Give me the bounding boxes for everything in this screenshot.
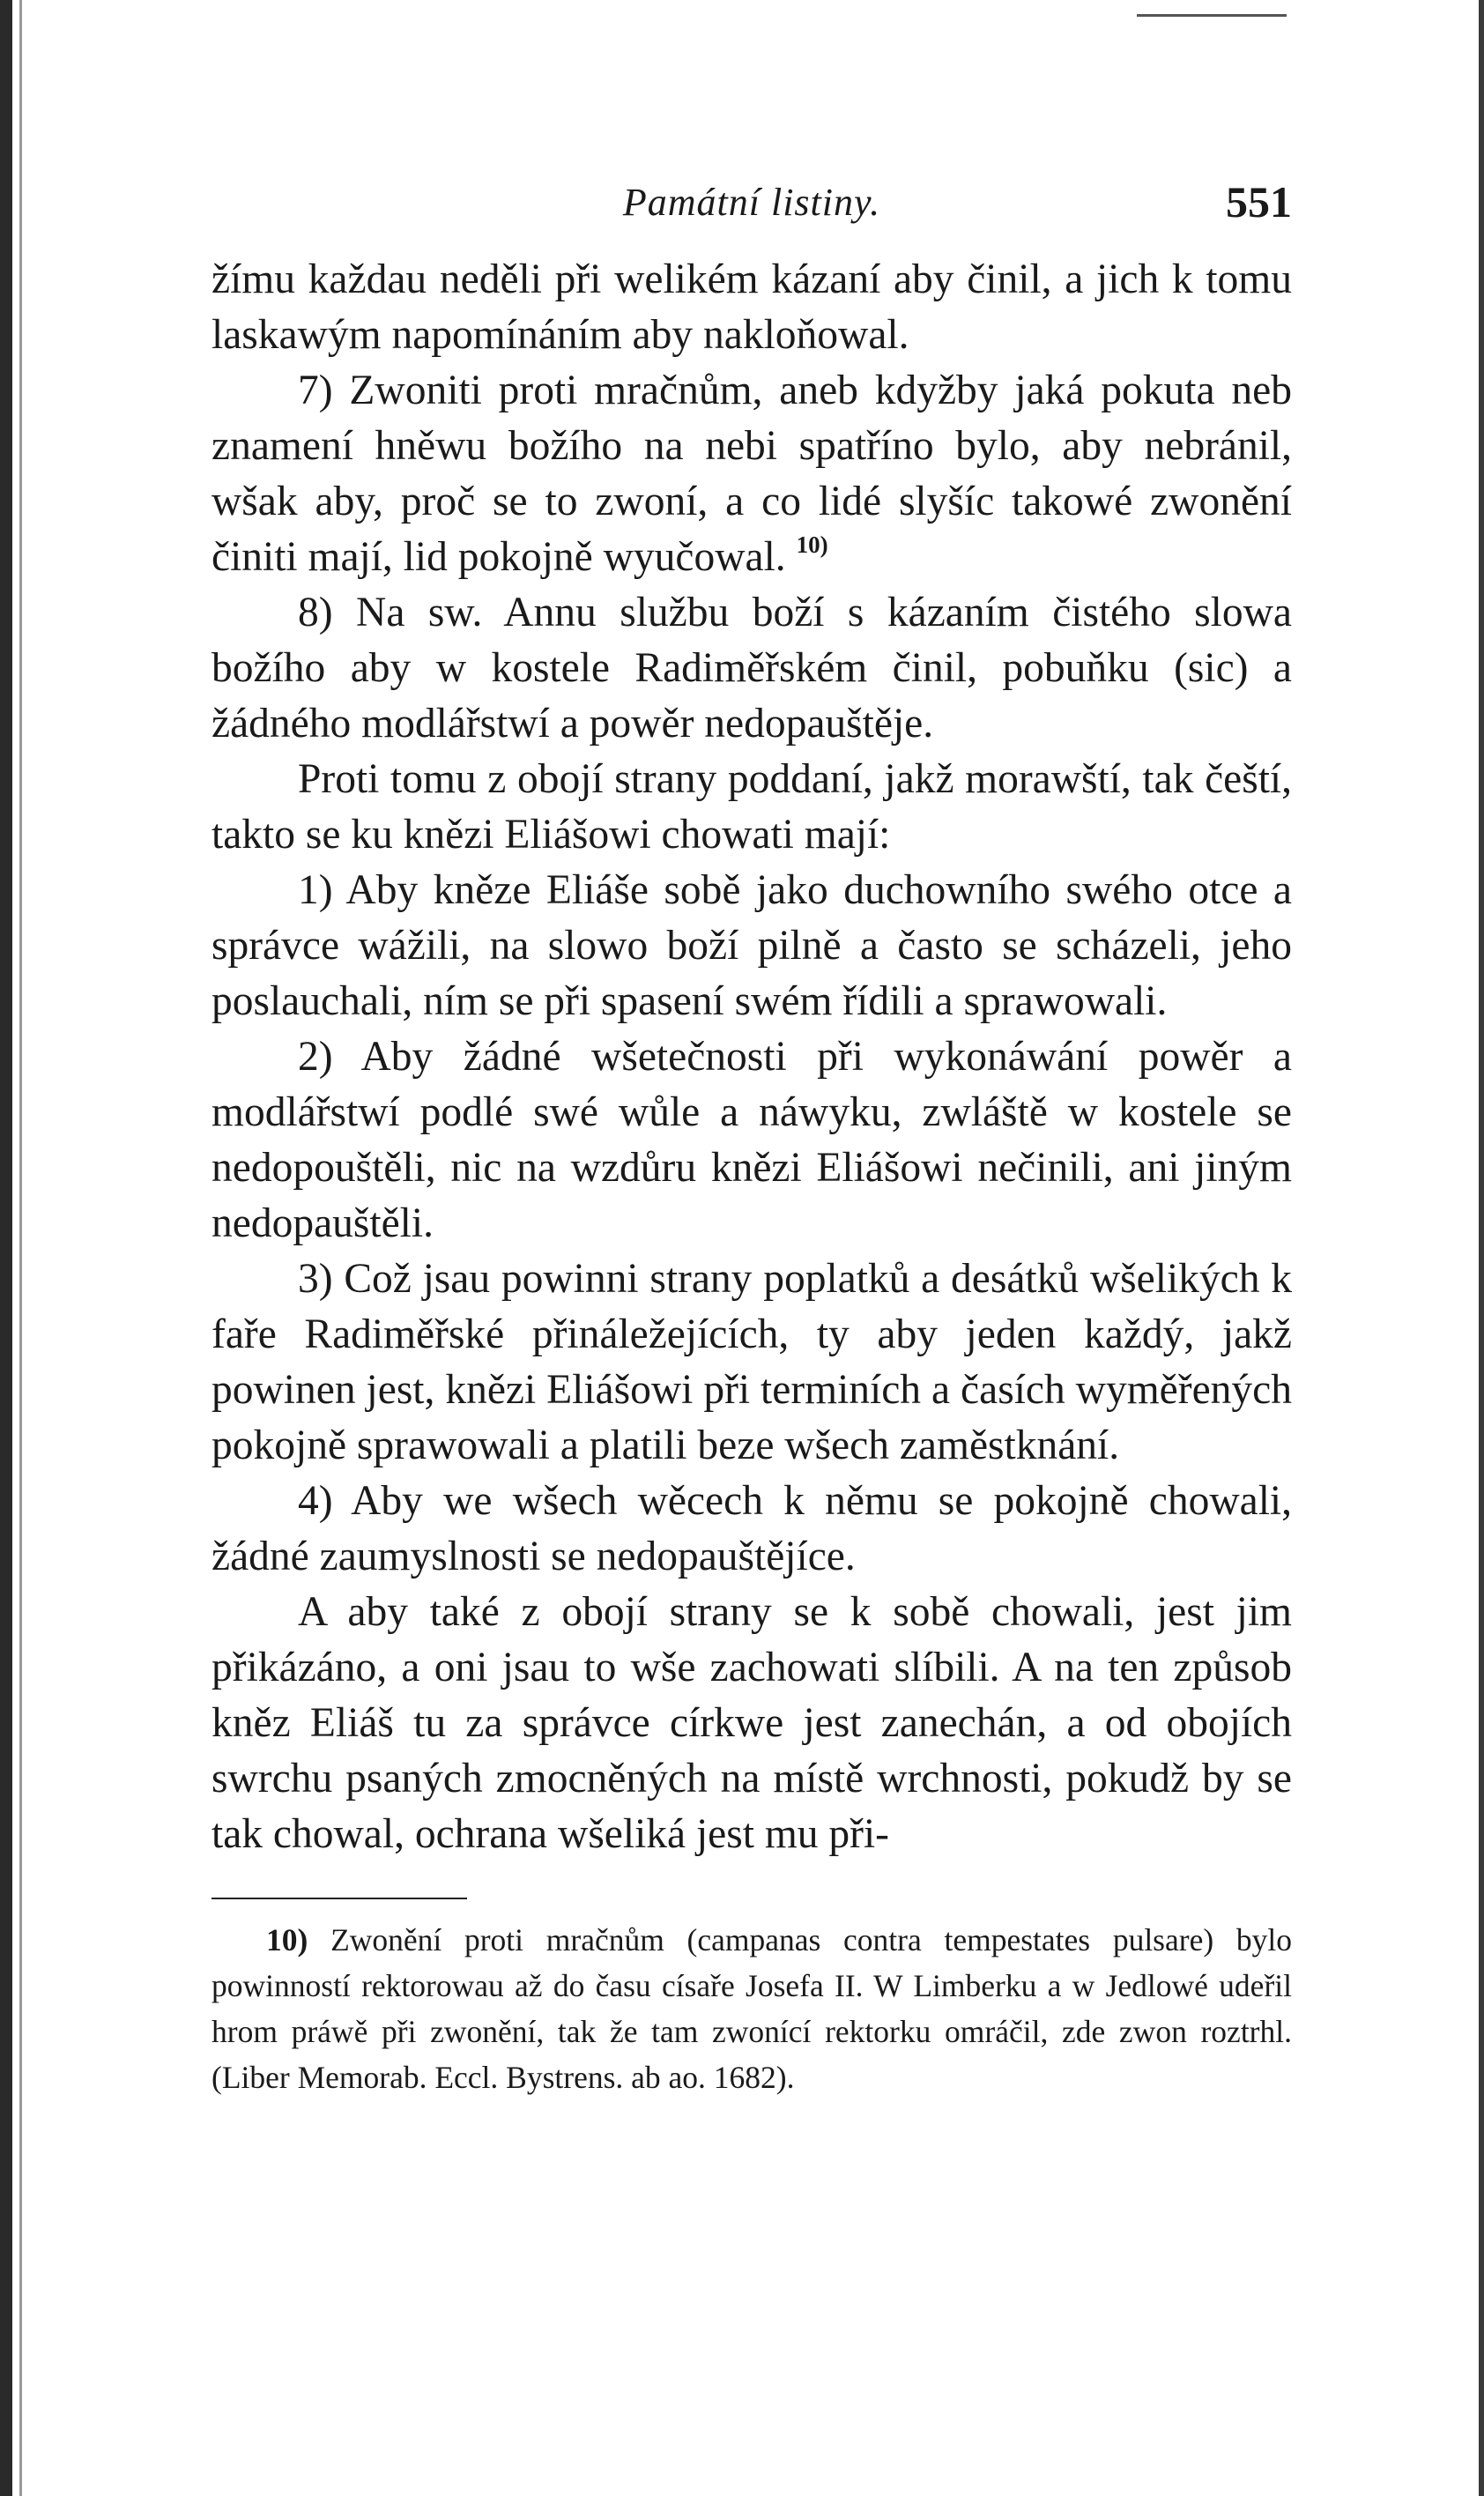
paragraph-item-1 [211, 863, 1292, 1029]
paragraph-closing [211, 1585, 1292, 1862]
scan-left-border [0, 0, 12, 2496]
body-text [211, 252, 1292, 1862]
footnote-divider [211, 1898, 467, 1899]
footnote-label: 10) [266, 1922, 308, 1957]
paragraph-text: 4) Aby we wšech wěcech k němu se pokojně chowali, žádné zaumyslnosti se nedopauštějíce. [211, 1478, 1292, 1579]
paragraph-text: 2) Aby žádné wšetečnosti při wykonáwání powěr a modlářstwí podlé swé wůle a náwyku, zwláště w kostele se nedopouštěli, nic na wzdůru knězi Eliášowi nečinili, ani jiným nedopauštěli. [211, 1034, 1292, 1246]
running-title: Památní listiny. [622, 181, 881, 224]
paragraph-text: žímu každau neděli při welikém kázaní aby činil, a jich k tomu laskawým napomínáním aby nakloňowal. [211, 256, 1292, 358]
paragraph-item-4 [211, 1474, 1292, 1585]
paragraph-text: Proti tomu z obojí strany poddaní, jakž morawští, tak čeští, takto se ku knězi Eliášowi chowati mají: [211, 756, 1292, 858]
scan-top-mark [1137, 14, 1287, 17]
scan-right-border [1479, 0, 1484, 2496]
paragraph-item-7 [211, 363, 1292, 585]
footnote-text: Zwonění proti mračnům (campanas contra tempestates pulsare) bylo powinností rektorowau až do času císaře Josefa II. W Limberku a w Jedlowé udeřil hrom práwě při zwonění, tak že tam zwonící rektorku omráčil, zde zwon roztrhl. (Liber Memorab. Eccl. Bystrens. ab ao. 1682). [211, 1922, 1292, 2095]
paragraph-text: 1) Aby kněze Eliáše sobě jako duchowního swého otce a správce wážili, na slowo boží pilně a často se scházeli, jeho poslauchali, ním se při spasení swém řídili a sprawowali. [211, 867, 1292, 1024]
paragraph-item-8 [211, 585, 1292, 752]
paragraph-text: 7) Zwoniti proti mračnům, aneb kdyžby jaká pokuta neb znamení hněwu božího na nebi spatříno bylo, aby nebránil, wšak aby, proč se to zwoní, a co lidé slyšíc takowé zwonění činiti mají, lid pokojně wyučowal. [211, 368, 1292, 580]
paragraph-item-2 [211, 1029, 1292, 1252]
paragraph-text: 3) Což jsau powinni strany poplatků a desátků wšelikých k faře Radiměřské přináležejících, ty aby jeden každý, jakž powinen jest, knězi Eliášowi při terminích a časích wyměřených pokojně sprawowali a platili beze wšech zaměstknání. [211, 1256, 1292, 1468]
paragraph-subjects [211, 752, 1292, 863]
paragraph-text: A aby také z obojí strany se k sobě chowali, jest jim přikázáno, a oni jsau to wše zachowati slíbili. A na ten způsob kněz Eliáš tu za správce církwe jest zanechán, a od obojích swrchu psaných zmocněných na místě wrchnosti, pokudž by se tak chowal, ochrana wšeliká jest mu při- [211, 1589, 1292, 1857]
page-number: 551 [1226, 177, 1292, 227]
paragraph-continuation [211, 252, 1292, 363]
running-head [211, 167, 1292, 238]
book-page [211, 167, 1292, 2100]
footnote-reference[interactable]: 10) [796, 531, 828, 558]
paragraph-item-3 [211, 1252, 1292, 1474]
footnote [211, 1917, 1292, 2100]
scan-left-inner-border [19, 0, 22, 2496]
paragraph-text: 8) Na sw. Annu službu boží s kázaním čistého slowa božího aby w kostele Radiměřském činil, pobuňku (sic) a žádného modlářstwí a powěr nedopauštěje. [211, 590, 1292, 747]
